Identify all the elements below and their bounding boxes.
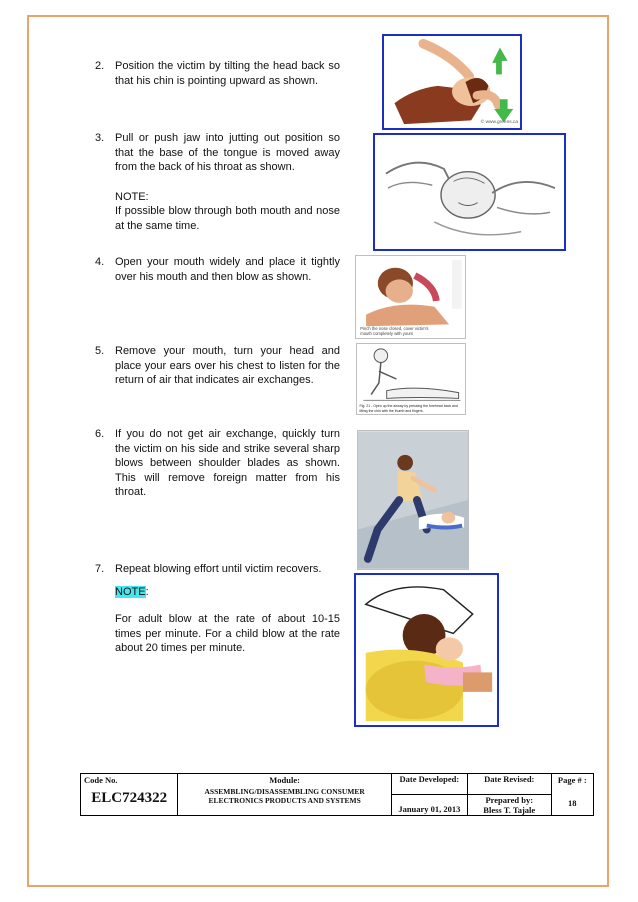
footer-table	[80, 773, 594, 816]
date-developed-label: Date Developed:	[391, 774, 467, 795]
date-developed-value: January 01, 2013	[391, 795, 467, 816]
module-title-line2: ELECTRONICS PRODUCTS AND SYSTEMS	[208, 796, 361, 805]
illustration-mouth-to-mouth	[355, 255, 466, 339]
code-value: ELC724322	[91, 790, 168, 806]
image-credit: © www.greens.ca	[480, 120, 519, 126]
step-text: Position the victim by tilting the head back so that his chin is pointing upward as shown.	[115, 60, 340, 87]
page-label: Page # :	[557, 775, 587, 785]
note-text: If possible blow through both mouth and nose at the same time.	[115, 205, 340, 232]
step-number: 5.	[95, 345, 105, 357]
illustration-back-blows	[357, 430, 469, 570]
illustration-jaw-thrust	[373, 133, 566, 251]
listen-breath-drawing	[357, 344, 465, 414]
module-label: Module:	[269, 775, 300, 785]
date-revised-label: Date Revised:	[467, 774, 551, 795]
note-label: NOTE	[115, 585, 146, 598]
illustration-listen-breath	[356, 343, 466, 415]
jaw-thrust-drawing	[375, 135, 564, 249]
illustration-infant-breathing	[354, 573, 499, 727]
step-text: Remove your mouth, turn your head and place your ears over his chest to listen for the return of air that indicates air exchanges.	[115, 345, 340, 386]
code-label: Code No.	[84, 775, 118, 785]
prepared-by-label: Prepared by:	[485, 795, 534, 805]
step-number: 6.	[95, 428, 105, 440]
module-title-line1: ASSEMBLING/DISASSEMBLING CONSUMER	[204, 787, 365, 796]
back-blows-drawing	[358, 431, 468, 569]
page-number: 18	[568, 798, 577, 808]
step-text: If you do not get air exchange, quickly turn the victim on his side and strike several sharp blows between shoulder blades as shown. This will remove foreign matter from his throat.	[115, 428, 340, 498]
note-text: For adult blow at the rate of about 10-15 times per minute. For a child blow at the rate about 20 times per minute.	[115, 613, 340, 654]
image-caption: Fig. 21 - Open up the airway by pressing the forehead back and	[359, 404, 458, 409]
image-caption: mouth completely with yours	[360, 331, 414, 337]
illustration-head-tilt	[382, 34, 522, 130]
image-caption: Pinch the nose closed, cover victim's	[360, 326, 429, 332]
infant-breathing-drawing	[356, 575, 497, 725]
prepared-by-value: Bless T. Tajale	[483, 805, 536, 815]
mouth-to-mouth-drawing	[356, 256, 465, 338]
page-cell	[551, 774, 593, 816]
note-label: NOTE:	[115, 190, 149, 203]
step-text: Pull or push jaw into jutting out position so that the base of the tongue is moved away from the back of his throat as shown.	[115, 132, 340, 173]
step-number: 3.	[95, 132, 105, 144]
image-caption: lifting the chin with the thumb and fingers.	[359, 409, 424, 414]
module-cell	[178, 774, 391, 816]
code-cell	[81, 774, 178, 816]
step-text: Repeat blowing effort until victim recovers.	[115, 563, 322, 575]
step-number: 2.	[95, 60, 105, 72]
step-number: 4.	[95, 256, 105, 268]
prepared-by-cell	[467, 795, 551, 816]
step-number: 7.	[95, 563, 105, 575]
head-tilt-drawing	[384, 36, 520, 128]
step-text: Open your mouth widely and place it tightly over his mouth and then blow as shown.	[115, 256, 340, 283]
